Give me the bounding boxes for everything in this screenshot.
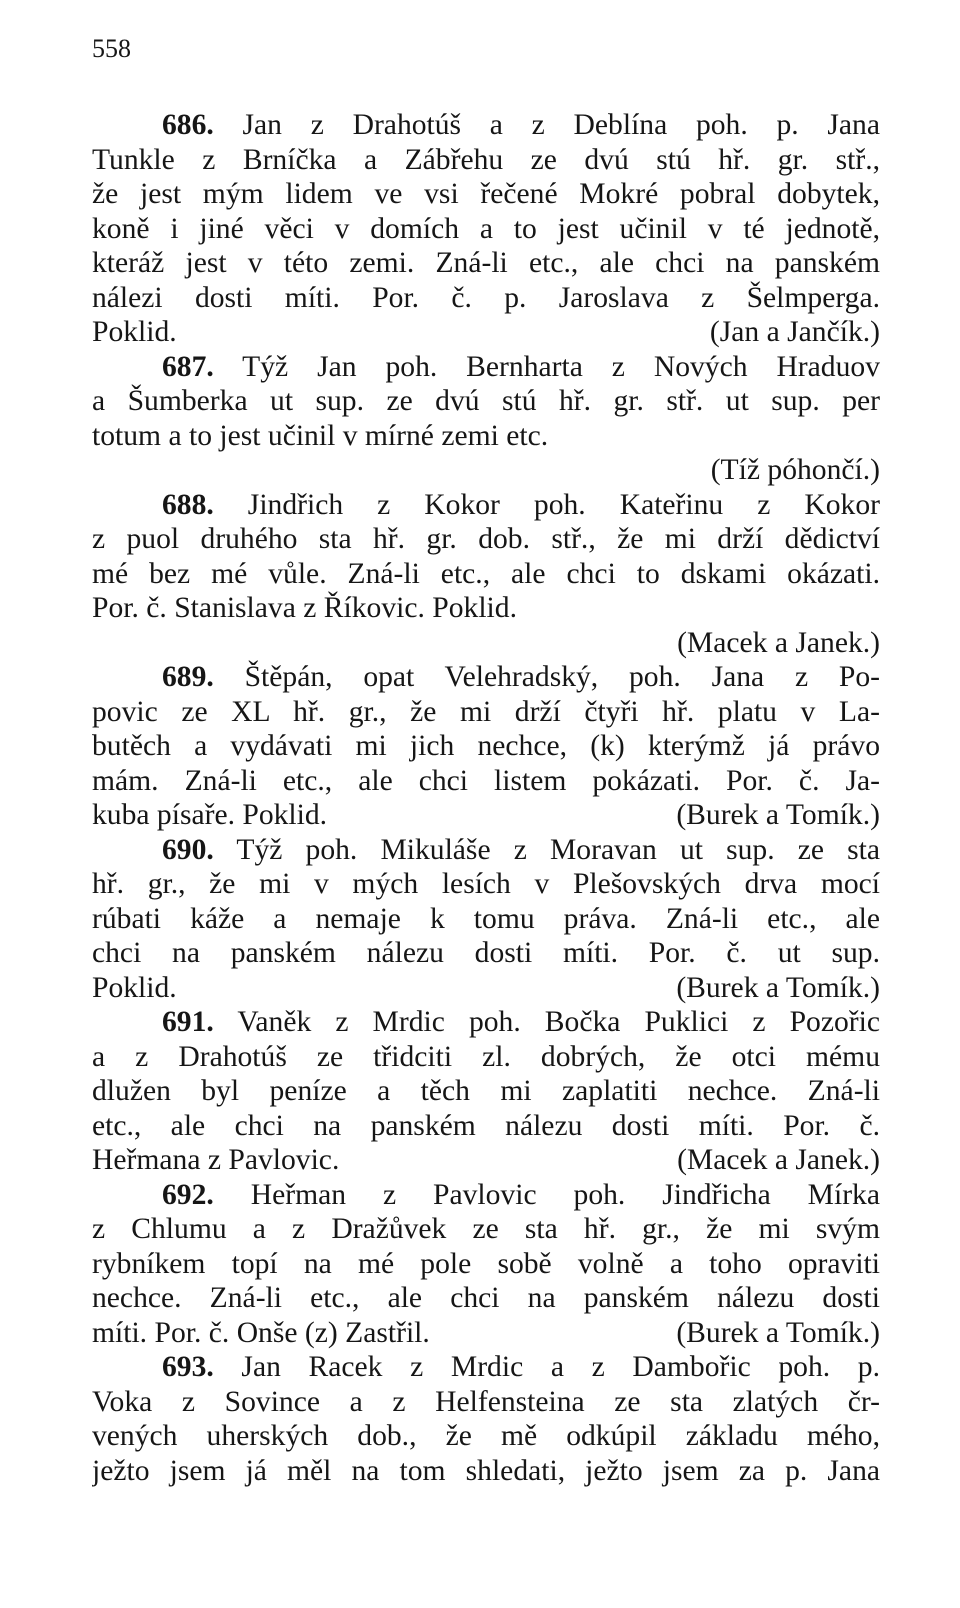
text-line [92, 419, 880, 454]
line-text: Jan z Drahotúš a z Deblína poh. p. Jana [213, 109, 880, 141]
line-text: nechce. Zná-li etc., ale chci na panském nálezu dosti [92, 1282, 880, 1314]
line-text: mám. Zná-li etc., ale chci listem pokázati. Por. č. Ja- [92, 764, 880, 797]
line-text: Týž Jan poh. Bernharta z Nových Hraduov [213, 350, 880, 383]
line-text: mé bez mé vůle. Zná-li etc., ale chci to dskami okázati. [92, 557, 880, 590]
line-text: nálezi dosti míti. Por. č. p. Jaroslava z Šelmperga. [92, 281, 880, 314]
text-line [92, 971, 880, 1006]
text-line [92, 902, 880, 937]
line-text: a z Drahotúš ze třidciti zl. dobrých, že otci mému [92, 1040, 880, 1073]
text-line [92, 1074, 880, 1109]
line-text: a Šumberka ut sup. ze dvú stú hř. gr. stř. ut sup. per [92, 385, 880, 417]
text-line [92, 1212, 880, 1247]
line-text: Voka z Sovince a z Helfensteina ze sta zlatých čr- [92, 1385, 880, 1418]
line-text: že jest mým lidem ve vsi řečené Mokré pobral dobytek, [92, 178, 880, 210]
text-line [92, 798, 880, 833]
text-line [92, 108, 880, 143]
line-text: vených uherských dob., že mě odkúpil základu mého, [92, 1420, 880, 1452]
entry-number: 689. [162, 661, 214, 693]
entry-number: 686. [162, 109, 214, 141]
line-text: z puol druhého sta hř. gr. dob. stř., že mi drží dědictví [92, 523, 880, 555]
text-line [92, 522, 880, 557]
line-text: rúbati káže a nemaje k tomu práva. Zná-li etc., ale [92, 902, 880, 935]
text-line [92, 729, 880, 764]
line-text: Poklid. [92, 316, 177, 348]
line-text: Tunkle z Brníčka a Zábřehu ze dvú stú hř. gr. stř., [92, 143, 880, 176]
scribe-signature: (Macek a Janek.) [677, 1144, 880, 1176]
line-text: z Chlumu a z Dražůvek ze sta hř. gr., že mi svým [92, 1213, 880, 1245]
line-text: etc., ale chci na panském nálezu dosti míti. Por. č. [92, 1109, 880, 1142]
text-line [92, 867, 880, 902]
scribe-signature: (Burek a Tomík.) [676, 799, 880, 831]
text-line [92, 660, 880, 695]
text-line [92, 1385, 880, 1420]
text-line [92, 557, 880, 592]
line-text: totum a to jest učinil v mírné zemi etc. [92, 419, 549, 452]
line-text: butěch a vydávati mi jich nechce, (k) kterýmž já právo [92, 730, 880, 762]
line-text: Jan Racek z Mrdic a z Dambořic poh. p. [213, 1351, 880, 1383]
text-line [92, 833, 880, 868]
line-text: hř. gr., že mi v mých lesích v Plešovských drva mocí [92, 868, 880, 900]
text-line [92, 350, 880, 385]
line-text: Heřman z Pavlovic poh. Jindřicha Mírka [213, 1178, 880, 1211]
entry-number: 693. [162, 1351, 214, 1383]
line-text: rybníkem topí na mé pole sobě volně a toho opraviti [92, 1247, 880, 1280]
line-text: Por. č. Stanislava z Říkovic. Poklid. [92, 592, 517, 624]
line-text: Vaněk z Mrdic poh. Bočka Puklici z Pozořic [213, 1006, 880, 1038]
text-line [92, 143, 880, 178]
line-text: Heřmana z Pavlovic. [92, 1144, 340, 1176]
text-line [92, 591, 880, 626]
line-text: kteráž jest v této zemi. Zná-li etc., ale chci na panském [92, 247, 880, 279]
line-text: Jindřich z Kokor poh. Kateřinu z Kokor [213, 488, 880, 521]
text-line [92, 1143, 880, 1178]
entry-number: 687. [162, 350, 214, 383]
line-text: Štěpán, opat Velehradský, poh. Jana z Po- [213, 661, 880, 693]
text-line [92, 1247, 880, 1282]
text-line [92, 936, 880, 971]
text-line [92, 626, 880, 661]
line-text: ježto jsem já měl na tom shledati, ježto jsem za p. Jana [92, 1454, 880, 1487]
text-line [92, 1109, 880, 1144]
scribe-signature: (Burek a Tomík.) [676, 971, 880, 1004]
entry-number: 690. [162, 833, 214, 866]
scribe-signature: (Macek a Janek.) [677, 626, 880, 659]
text-line [92, 1316, 880, 1351]
document-text [92, 108, 880, 1488]
text-line [92, 1454, 880, 1489]
entry-number: 692. [162, 1178, 214, 1211]
scribe-signature: (Jan a Jančík.) [709, 316, 880, 348]
line-text: dlužen byl peníze a těch mi zaplatiti nechce. Zná-li [92, 1075, 880, 1107]
text-line [92, 1178, 880, 1213]
text-line [92, 1350, 880, 1385]
text-line [92, 695, 880, 730]
text-line [92, 764, 880, 799]
text-line [92, 453, 880, 488]
page-number: 558 [92, 34, 131, 63]
text-line [92, 1005, 880, 1040]
line-text: koně i jiné věci v domích a to jest učinil v té jednotě, [92, 212, 880, 245]
text-line [92, 246, 880, 281]
line-text: chci na panském nálezu dosti míti. Por. č. ut sup. [92, 937, 880, 969]
text-line [92, 1040, 880, 1075]
entry-number: 688. [162, 488, 214, 521]
text-line [92, 315, 880, 350]
text-line [92, 177, 880, 212]
scribe-signature: (Tíž póhončí.) [710, 454, 880, 486]
scribe-signature: (Burek a Tomík.) [676, 1316, 880, 1349]
line-text: Poklid. [92, 971, 177, 1004]
text-line [92, 1281, 880, 1316]
line-text: Týž poh. Mikuláše z Moravan ut sup. ze sta [213, 833, 880, 866]
entry-number: 691. [162, 1006, 214, 1038]
text-line [92, 384, 880, 419]
text-line [92, 212, 880, 247]
line-text: povic ze XL hř. gr., že mi drží čtyři hř. platu v La- [92, 695, 880, 728]
line-text: míti. Por. č. Onše (z) Zastřil. [92, 1316, 430, 1349]
text-line [92, 281, 880, 316]
text-line [92, 1419, 880, 1454]
line-text: kuba písaře. Poklid. [92, 799, 328, 831]
text-line [92, 488, 880, 523]
